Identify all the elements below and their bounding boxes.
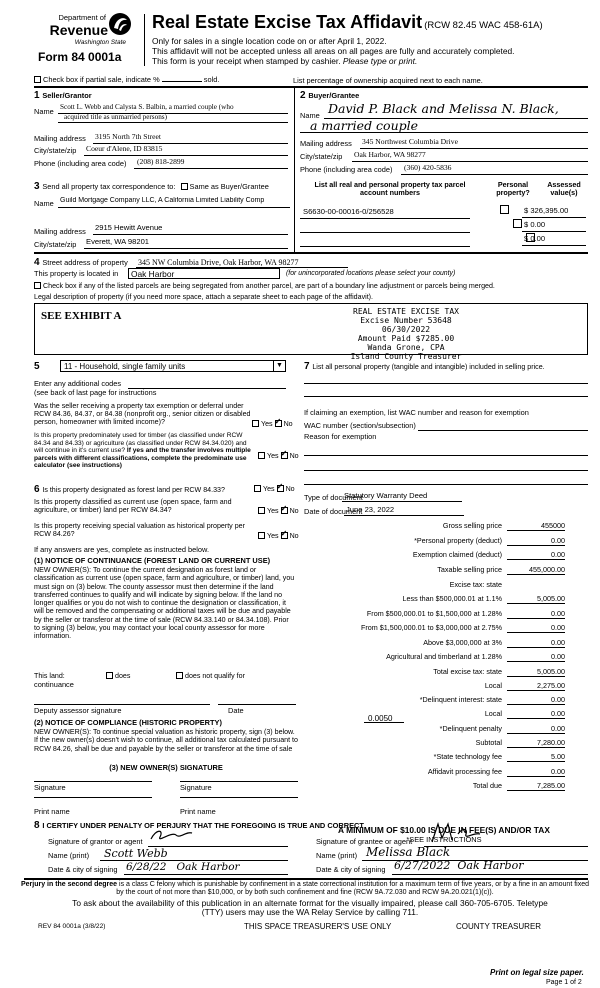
tax-row-value[interactable]: 2,275.00 bbox=[507, 682, 565, 691]
grantee-signature-mark bbox=[428, 820, 488, 846]
tax-row-label: Agricultural and timberland at 1.28% bbox=[386, 652, 502, 661]
tax-row bbox=[300, 595, 568, 607]
tax-row-value[interactable]: 0.00 bbox=[507, 639, 565, 648]
tax-row-label: *Personal property (deduct) bbox=[414, 536, 502, 545]
section5-num: 5 bbox=[34, 361, 40, 372]
title-text: Real Estate Excise Tax Affidavit bbox=[152, 12, 423, 32]
segregated-row: Check box if any of the listed parcels are being segregated from another parcel, are part of a boundary line adjustment or parcels being merged. bbox=[34, 282, 495, 290]
treasurer-use-label: THIS SPACE TREASURER'S USE ONLY bbox=[244, 922, 392, 931]
codes-label: Enter any additional codes bbox=[34, 379, 122, 388]
q5-1-no[interactable] bbox=[275, 420, 282, 427]
parcel-col1: List all real and personal property tax parcel account numbers bbox=[314, 180, 466, 198]
parcel-col3: Assessed value(s) bbox=[547, 180, 581, 198]
q6-1: 6 Is this property designated as forest land per RCW 84.33? bbox=[34, 484, 225, 495]
notice1-title: (1) NOTICE OF CONTINUANCE (FOREST LAND OR CURRENT USE) bbox=[34, 556, 271, 565]
tax-row bbox=[300, 537, 568, 549]
dor-emblem-icon bbox=[108, 12, 132, 36]
q5-1: Was the seller receiving a property tax exemption or deferral under RCW 84.36, 84.37, or 84.38 (nonprofit org., senior citizen or disabled person, homeowner with limited income)? bbox=[34, 402, 251, 427]
seller-name-line1[interactable]: Scott L. Webb and Calysta S. Balbin, a married couple (who bbox=[60, 103, 234, 111]
tax-row bbox=[300, 753, 568, 765]
tax-row bbox=[300, 710, 568, 722]
seller-city-value[interactable]: Coeur d'Alene, ID 83815 bbox=[86, 144, 163, 153]
codes-note: (see back of last page for instructions bbox=[34, 388, 157, 397]
tax-row-label: From $500,000.01 to $1,500,000 at 1.28% bbox=[366, 609, 502, 618]
partial-sale-row: Check box if partial sale, indicate % sold. bbox=[34, 76, 219, 85]
buyer-mail-value[interactable]: 345 Northwest Columbia Drive bbox=[362, 137, 458, 146]
tax-row bbox=[300, 581, 568, 593]
grantor-signature[interactable] bbox=[148, 827, 194, 848]
legal-size-note: Print on legal size paper. bbox=[490, 968, 584, 977]
tax-row bbox=[300, 639, 568, 651]
parcel-col2: Personal property? bbox=[496, 180, 530, 198]
perjury-text: Perjury in the second degree is a class C felony which is punishable by confinement in a state correctional institution for a maximum term of five years, or by a fine in an amount fixed by the court of not more than $10,000, or by both such confinement and fine (RCW 9A.72.030 and RCW 9A.20.021(1)(c)). bbox=[20, 881, 590, 897]
q5-2-no[interactable] bbox=[281, 452, 288, 459]
q6-2: Is this property classified as current use (open space, farm and agriculture, or timber) land per RCW 84.34? bbox=[34, 498, 232, 515]
ownership-note: List percentage of ownership acquired next to each name. bbox=[293, 76, 483, 85]
title-ref: (RCW 82.45 WAC 458-61A) bbox=[424, 20, 543, 31]
partial-sale-percent[interactable] bbox=[162, 81, 202, 82]
page-number: Page 1 of 2 bbox=[546, 979, 582, 986]
q5-2-yes[interactable] bbox=[258, 452, 265, 459]
header-sub1: Only for sales in a single location code on or after April 1, 2022. bbox=[152, 36, 387, 46]
dept-line3: Washington State bbox=[74, 39, 126, 46]
seller-city-label: City/state/zip bbox=[34, 146, 77, 155]
tax-row-value[interactable]: 0.00 bbox=[507, 725, 565, 734]
doc-date-label: Date of document bbox=[304, 507, 363, 516]
tax-row-value[interactable]: 0.00 bbox=[507, 696, 565, 705]
deputy-label: Deputy assessor signature bbox=[34, 706, 122, 715]
tax-corr-mail-label: Mailing address bbox=[34, 227, 86, 236]
grantor-name-value[interactable]: Scott Webb bbox=[104, 847, 168, 860]
land-does-checkbox[interactable] bbox=[106, 672, 113, 679]
header-sub2: This affidavit will not be accepted unless all areas on all pages are fully and accurately completed. bbox=[152, 46, 515, 56]
location-dropdown[interactable]: Oak Harbor bbox=[128, 268, 280, 279]
grantee-sig-label: Signature of grantee or agent bbox=[316, 837, 413, 846]
rev-label: REV 84 0001a (3/8/22) bbox=[38, 923, 106, 930]
grantor-date-value[interactable]: 6/28/22 Oak Harbor bbox=[126, 861, 240, 873]
notice2-body: NEW OWNER(S): To continue special valuation as historic property, sign (3) below. If the new owner(s) doesn't wish to continue, all additional tax calculated pursuant to RCW 84.26, shall be due and payable by the seller or transferor at the time of sale bbox=[34, 728, 298, 753]
tax-row bbox=[300, 668, 568, 680]
street-value[interactable]: 345 NW Columbia Drive, Oak Harbor, WA 98277 bbox=[138, 258, 299, 267]
form-title bbox=[152, 12, 543, 33]
land-does-not: does not qualify for bbox=[176, 672, 245, 680]
tax-corr-city-label: City/state/zip bbox=[34, 240, 77, 249]
grantor-sig-label: Signature of grantor or agent bbox=[48, 837, 143, 846]
tax-row-value[interactable]: 5,005.00 bbox=[507, 595, 565, 604]
buyer-name-label: Name bbox=[300, 111, 320, 120]
tax-row-label: Exemption claimed (deduct) bbox=[412, 550, 502, 559]
local-rate: 0.0050 bbox=[368, 714, 393, 723]
seller-name-label: Name bbox=[34, 107, 54, 116]
parcel-value-2[interactable]: $ 0.00 bbox=[524, 220, 546, 229]
q5-1-yes[interactable] bbox=[252, 420, 259, 427]
doc-type-value[interactable]: Statutory Warranty Deed bbox=[344, 491, 428, 500]
grantee-name-label: Name (print) bbox=[316, 851, 358, 860]
notice3-title: (3) NEW OWNER(S) SIGNATURE bbox=[109, 763, 223, 772]
q5-2: Is this property predominately used for timber (as classified under RCW 84.34 and 84.33) or agriculture (as classified under RCW 84.34.020) and will continue in it's current use? If yes and the transfer involves multiple parcels with different classifications, complete the predominate use calculator (see instructions) bbox=[34, 432, 251, 470]
doc-date-value[interactable]: June 23, 2022 bbox=[346, 505, 395, 514]
cert-row: 8 I CERTIFY UNDER PENALTY OF PERJURY THAT THE FOREGOING IS TRUE AND CORRECT bbox=[34, 820, 364, 831]
notice1-body: NEW OWNER(S): To continue the current designation as forest land or classification as current use (open space, farm and agriculture, or timber) land, you must sign on (3) below. The county assessor must then determine if the land transferred continues to qualify and will indicate by signing below. If the land no longer qualifies or you do not wish to continue the designation or classification, it will be removed and the compensating or additional taxes will be due and payable by the seller or transferor at the time of sale (RCW 84.33.140 or 84.34.108). Prior to signing (3) below, you may contact your local county assessor for more information. bbox=[34, 566, 295, 641]
tax-row-label: Local bbox=[484, 681, 502, 690]
dropdown-arrow-icon[interactable]: ▼ bbox=[273, 361, 285, 371]
q6-3-yes[interactable] bbox=[258, 532, 265, 539]
tax-row-label: Excise tax: state bbox=[449, 580, 502, 589]
parcel-personal-checkbox-1[interactable] bbox=[500, 205, 509, 214]
header-sub3: This form is your receipt when stamped by cashier. Please type or print. bbox=[152, 56, 418, 66]
wac-input[interactable] bbox=[418, 430, 588, 431]
tax-corr-name-label: Name bbox=[34, 199, 54, 208]
doc-type-label: Type of document bbox=[304, 493, 363, 502]
minimum-note: A MINIMUM OF $10.00 IS DUE IN FEE(S) AND/OR TAX bbox=[338, 825, 550, 835]
tax-row-label: From $1,500,000.01 to $3,000,000 at 2.75% bbox=[360, 623, 502, 632]
tax-row-value[interactable]: 0.00 bbox=[507, 768, 565, 777]
use-code-value: 11 - Household, single family units bbox=[64, 362, 186, 371]
continuance-label: continuance bbox=[34, 680, 74, 689]
rule-top bbox=[34, 86, 588, 88]
stamp-line3: 06/30/2022 bbox=[381, 324, 431, 334]
q5-1-answer: Yes ✓ No bbox=[252, 420, 293, 428]
q5-2-answer: Yes ✓ No bbox=[258, 452, 299, 460]
q6-3: Is this property receiving special valuation as historical property per RCW 84.26? bbox=[34, 522, 245, 539]
form-number: Form 84 0001a bbox=[38, 50, 122, 64]
tax-corr-heading: 3 Send all property tax correspondence to: Same as Buyer/Grantee bbox=[34, 181, 269, 192]
q6-1-answer: Yes ✓ No bbox=[254, 485, 295, 493]
q6-2-no[interactable] bbox=[281, 507, 288, 514]
tax-row-value[interactable]: 7,280.00 bbox=[507, 739, 565, 748]
stamp-line1: REAL ESTATE EXCISE TAX bbox=[353, 307, 459, 316]
deputy-date-label: Date bbox=[228, 706, 244, 715]
accessibility-text: To ask about the availability of this publication in an alternate format for the visually impaired, please call 360-705-6705. Teletype (TTY) users may use the WA Relay Service by calling 711. bbox=[72, 898, 548, 918]
use-code-dropdown[interactable] bbox=[60, 360, 286, 372]
tax-corr-city-value[interactable]: Everett, WA 98201 bbox=[86, 237, 150, 246]
tax-row-value[interactable]: 5.00 bbox=[507, 753, 565, 762]
seller-mail-label: Mailing address bbox=[34, 134, 86, 143]
q6-3-no[interactable] bbox=[281, 532, 288, 539]
see-instructions: *SEE INSTRUCTIONS bbox=[406, 835, 482, 844]
land-does-not-checkbox[interactable] bbox=[176, 672, 183, 679]
legal-label: Legal description of property (if you need more space, attach a separate sheet to each page of the affidavit). bbox=[34, 293, 374, 301]
owner-print2: Print name bbox=[180, 807, 216, 816]
buyer-phone-label: Phone (including area code) bbox=[300, 165, 393, 174]
grantor-date-label: Date & city of signing bbox=[48, 865, 118, 874]
grantee-date-label: Date & city of signing bbox=[316, 865, 386, 874]
dept-line2: Revenue bbox=[49, 22, 108, 38]
tax-row-value[interactable]: 5,005.00 bbox=[507, 668, 565, 677]
buyer-mail-label: Mailing address bbox=[300, 139, 352, 148]
tax-row bbox=[300, 624, 568, 636]
segregated-checkbox[interactable] bbox=[34, 282, 41, 289]
seller-mail-value[interactable]: 3195 North 7th Street bbox=[95, 132, 162, 141]
tax-row-label: Local bbox=[484, 709, 502, 718]
buyer-city-value[interactable]: Oak Harbor, WA 98277 bbox=[354, 150, 426, 159]
tax-row bbox=[300, 782, 568, 794]
buyer-city-label: City/state/zip bbox=[300, 152, 343, 161]
tax-row bbox=[300, 522, 568, 534]
sec7-label: 7 List all personal property (tangible and intangible) included in selling price. bbox=[304, 361, 545, 372]
seller-name-line2[interactable]: acquired title as unmarried persons) bbox=[64, 113, 167, 121]
tax-row-value[interactable]: 455000 bbox=[507, 522, 565, 531]
tax-row-value[interactable]: 0.00 bbox=[507, 710, 565, 719]
grantee-date-value[interactable]: 6/27/2022 Oak Harbor bbox=[394, 859, 524, 872]
stamp-line5: Wanda Grone, CPA bbox=[367, 342, 445, 352]
parcel-personal-checkbox-2[interactable] bbox=[513, 219, 522, 228]
tax-corr-mail-value[interactable]: 2915 Hewitt Avenue bbox=[95, 223, 163, 232]
seller-phone-value[interactable]: (208) 818-2899 bbox=[137, 157, 185, 166]
tax-row-label: Above $3,000,000 at 3% bbox=[423, 638, 502, 647]
buyer-heading: 2 Buyer/Grantee bbox=[300, 90, 360, 101]
tax-row bbox=[300, 610, 568, 622]
street-row: 4 Street address of property bbox=[34, 257, 128, 268]
tax-row-label: Gross selling price bbox=[442, 521, 502, 530]
owner-sig2: Signature bbox=[180, 783, 212, 792]
tax-row bbox=[300, 682, 568, 694]
buyer-name-line2[interactable]: a married couple bbox=[310, 118, 419, 133]
tax-row-value[interactable]: 0.00 bbox=[507, 624, 565, 633]
rule-footer bbox=[24, 878, 588, 880]
tax-row bbox=[300, 739, 568, 751]
header-divider bbox=[144, 14, 145, 66]
tax-row-value[interactable]: 0.00 bbox=[507, 551, 565, 560]
tax-row-label: Less than $500,000.01 at 1.1% bbox=[402, 594, 502, 603]
tax-row bbox=[300, 725, 568, 737]
partial-sale-checkbox[interactable] bbox=[34, 76, 41, 83]
exempt-label: If claiming an exemption, list WAC number and reason for exemption bbox=[304, 408, 529, 417]
buyer-phone-value[interactable]: (360) 420-5836 bbox=[404, 163, 452, 172]
stamp-line6: Island County Treasurer bbox=[350, 351, 462, 361]
parcel-number-1[interactable]: S6630-00-00016-0/256528 bbox=[303, 207, 394, 216]
tax-row-label: *State technology fee bbox=[433, 752, 502, 761]
treasurer-stamp bbox=[336, 308, 476, 362]
parcel-value-3[interactable]: $ 0.00 bbox=[524, 234, 546, 243]
tax-row-label: Taxable selling price bbox=[437, 565, 502, 574]
owner-print1: Print name bbox=[34, 807, 70, 816]
tax-row bbox=[300, 653, 568, 665]
q6-1-no[interactable] bbox=[277, 485, 284, 492]
stamp-line4: Amount Paid $7285.00 bbox=[357, 333, 455, 343]
legal-description-value: SEE EXHIBIT A bbox=[41, 310, 122, 322]
q6-2-yes[interactable] bbox=[258, 507, 265, 514]
stamp-line2: Excise Number 53648 bbox=[360, 315, 452, 325]
buyer-name-line1[interactable]: David P. Black and Melissa N. Black, bbox=[328, 101, 559, 116]
same-as-buyer-checkbox[interactable] bbox=[181, 183, 188, 190]
land-does: does bbox=[106, 672, 130, 680]
q6-2-answer: Yes ✓ No bbox=[258, 507, 299, 515]
grantee-name-value[interactable]: Melissa Black bbox=[366, 845, 451, 859]
located-note: (for unincorporated locations please select your county) bbox=[286, 270, 456, 277]
legal-description-box[interactable] bbox=[34, 303, 588, 355]
tax-row bbox=[300, 696, 568, 708]
notice2-title: (2) NOTICE OF COMPLIANCE (HISTORIC PROPERTY) bbox=[34, 718, 222, 727]
q6-1-yes[interactable] bbox=[254, 485, 261, 492]
reason-label: Reason for exemption bbox=[304, 432, 377, 441]
q6-3-answer: Yes ✓ No bbox=[258, 532, 299, 540]
tax-row-label: *Delinquent interest: state bbox=[419, 695, 502, 704]
tax-row-value[interactable]: 0.00 bbox=[507, 653, 565, 662]
tax-row-value[interactable]: 0.00 bbox=[507, 537, 565, 546]
tax-row bbox=[300, 566, 568, 578]
tax-row-value[interactable]: 0.00 bbox=[507, 610, 565, 619]
rule-sec4 bbox=[34, 252, 588, 254]
county-treasurer-label: COUNTY TREASURER bbox=[456, 922, 542, 931]
dept-line1: Department of bbox=[58, 13, 106, 22]
land-row: This land: bbox=[34, 672, 65, 680]
tax-corr-name-value[interactable]: Guild Mortgage Company LLC, A California Limited Liability Comp bbox=[60, 197, 265, 204]
tax-row-label: Total due bbox=[472, 781, 502, 790]
owner-sig1: Signature bbox=[34, 783, 66, 792]
dor-logo bbox=[38, 12, 138, 52]
tax-row-label: *Delinquent penalty bbox=[439, 724, 502, 733]
tax-row-label: Subtotal bbox=[475, 738, 502, 747]
located-label: This property is located in bbox=[34, 269, 119, 278]
wac-label: WAC number (section/subsection) bbox=[304, 421, 416, 430]
seller-buyer-divider bbox=[294, 87, 295, 252]
tax-row-value[interactable]: 7,285.00 bbox=[507, 782, 565, 791]
tax-row bbox=[300, 551, 568, 563]
tax-row bbox=[300, 768, 568, 780]
tax-row-label: Total excise tax: state bbox=[433, 667, 502, 676]
grantor-name-label: Name (print) bbox=[48, 851, 90, 860]
tax-row-label: Affidavit processing fee bbox=[427, 767, 502, 776]
seller-heading: 1 Seller/Grantor bbox=[34, 90, 92, 101]
grantor-signature-mark bbox=[148, 827, 194, 845]
q6-note: If any answers are yes, complete as instructed below. bbox=[34, 545, 209, 554]
seller-phone-label: Phone (including area code) bbox=[34, 159, 127, 168]
parcel-value-1[interactable]: $ 326,395.00 bbox=[524, 206, 569, 215]
tax-row-value[interactable]: 455,000.00 bbox=[507, 566, 565, 575]
